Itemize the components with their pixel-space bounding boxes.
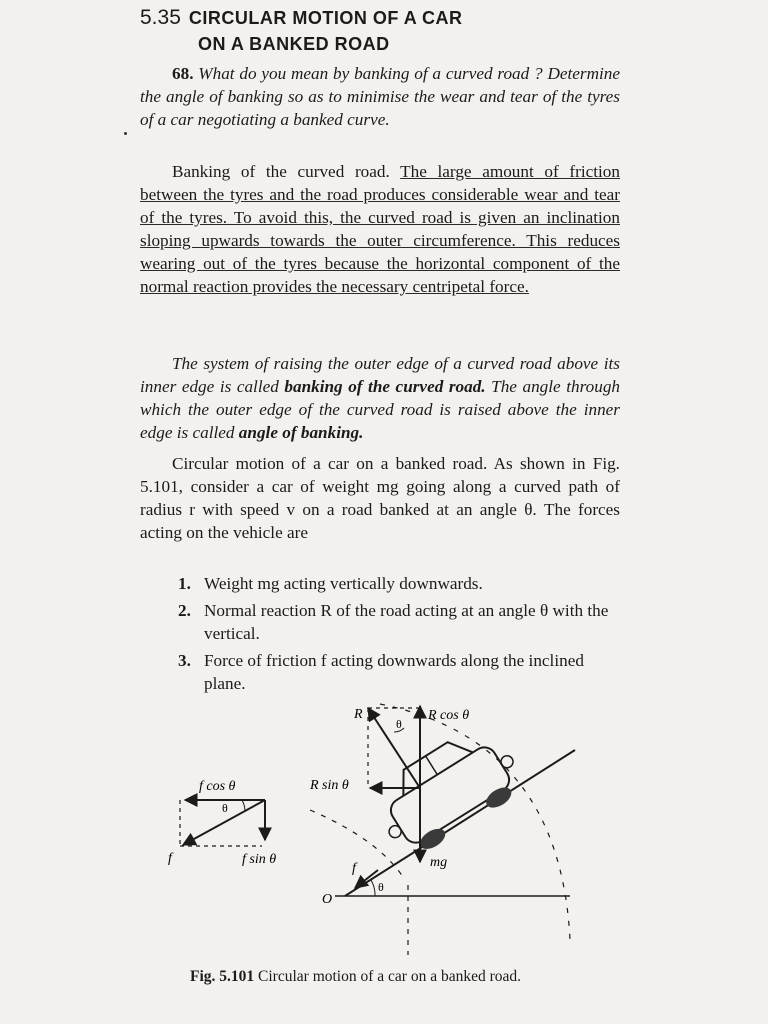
car-wheel-front <box>483 783 515 811</box>
curve-arc-left <box>310 810 405 880</box>
label-theta-left: θ <box>222 801 228 815</box>
figure-caption <box>190 968 521 986</box>
label-mg: mg <box>430 855 448 870</box>
inclined-road <box>345 750 575 896</box>
caption-number: Fig. 5.101 <box>190 968 255 985</box>
paragraph-circular-motion-heading: Circular motion of a car on a banked road. <box>172 454 488 473</box>
label-fsin: f sin θ <box>242 852 277 867</box>
caption-text: Circular motion of a car on a banked road. <box>258 968 522 985</box>
term-angle-of-banking: angle of banking. <box>238 423 364 442</box>
car-wheel-rear <box>416 825 448 853</box>
label-O: O <box>322 892 333 907</box>
car-headlamp-rear <box>387 823 404 840</box>
paragraph-circular-motion-text: As shown in Fig. 5.101, consider a car of weight mg going along a curved path of radius r with speed v on a road banked at an angle θ. The forces acting on the vehicle are <box>140 454 620 542</box>
R-arrow <box>368 708 420 788</box>
list-item-number: 3. <box>178 651 191 670</box>
list-item-text: Force of friction f acting downwards along the inclined plane. <box>204 651 584 693</box>
theta-arc-base <box>371 880 375 896</box>
term-banking: banking of the curved road. <box>284 377 486 396</box>
question-text: What do you mean by banking of a curved road ? Determine the angle of banking so as to minimise the wear and tear of the tyres of a car negotiating a banked curve. <box>140 64 620 129</box>
paragraph-banking <box>140 160 620 298</box>
section-title-line1: CIRCULAR MOTION OF A CAR <box>188 8 463 28</box>
label-f-left: f <box>168 851 172 866</box>
definition-1-text: The system of raising the outer edge of a curved road above its inner edge is called <box>140 354 620 396</box>
car-headlamp-front <box>499 753 516 770</box>
friction-arrow <box>355 870 378 888</box>
paragraph-definitions <box>140 352 620 444</box>
question-number: 68. <box>172 64 194 83</box>
label-theta-base: θ <box>378 880 384 894</box>
list-item <box>178 572 624 595</box>
margin-dot <box>124 132 127 135</box>
list-item <box>178 649 624 695</box>
question <box>140 62 620 131</box>
label-Rcos: R cos θ <box>428 708 470 723</box>
theta-arc-left <box>242 800 245 811</box>
label-fcos: f cos θ <box>199 779 236 794</box>
label-f-right: f <box>352 861 356 876</box>
label-Rsin: R sin θ <box>310 778 349 793</box>
forces-list <box>178 572 624 699</box>
list-item-text: Normal reaction R of the road acting at an angle θ with the vertical. <box>204 601 609 643</box>
list-item-text: Weight mg acting vertically downwards. <box>204 574 483 593</box>
section-number: 5.35 <box>140 6 181 29</box>
list-item-number: 1. <box>178 574 191 593</box>
list-item-number: 2. <box>178 601 191 620</box>
definition-2-text: The angle through which the outer edge of the curved road is raised above the inner edge is called <box>140 377 621 442</box>
paragraph-banking-text: The large amount of friction between the tyres and the road produces considerable wear and tear of the tyres. To avoid this, the curved road is given an inclination sloping upwards towards the outer circumference. This reduces wearing out of the tyres because the horizontal component of the normal reaction provides the necessary centripetal force. <box>140 162 620 296</box>
banked-car-diagram <box>309 704 575 955</box>
section-title-line2: ON A BANKED ROAD <box>198 34 390 54</box>
friction-components-diagram <box>168 779 276 867</box>
paragraph-banking-heading: Banking of the curved road. <box>172 162 390 181</box>
banked-road-figure <box>150 700 610 960</box>
paragraph-circular-motion <box>140 452 620 544</box>
list-item <box>178 599 624 645</box>
curve-arc-right <box>380 704 570 940</box>
label-theta-top: θ <box>396 717 402 731</box>
label-R: R <box>354 707 363 722</box>
